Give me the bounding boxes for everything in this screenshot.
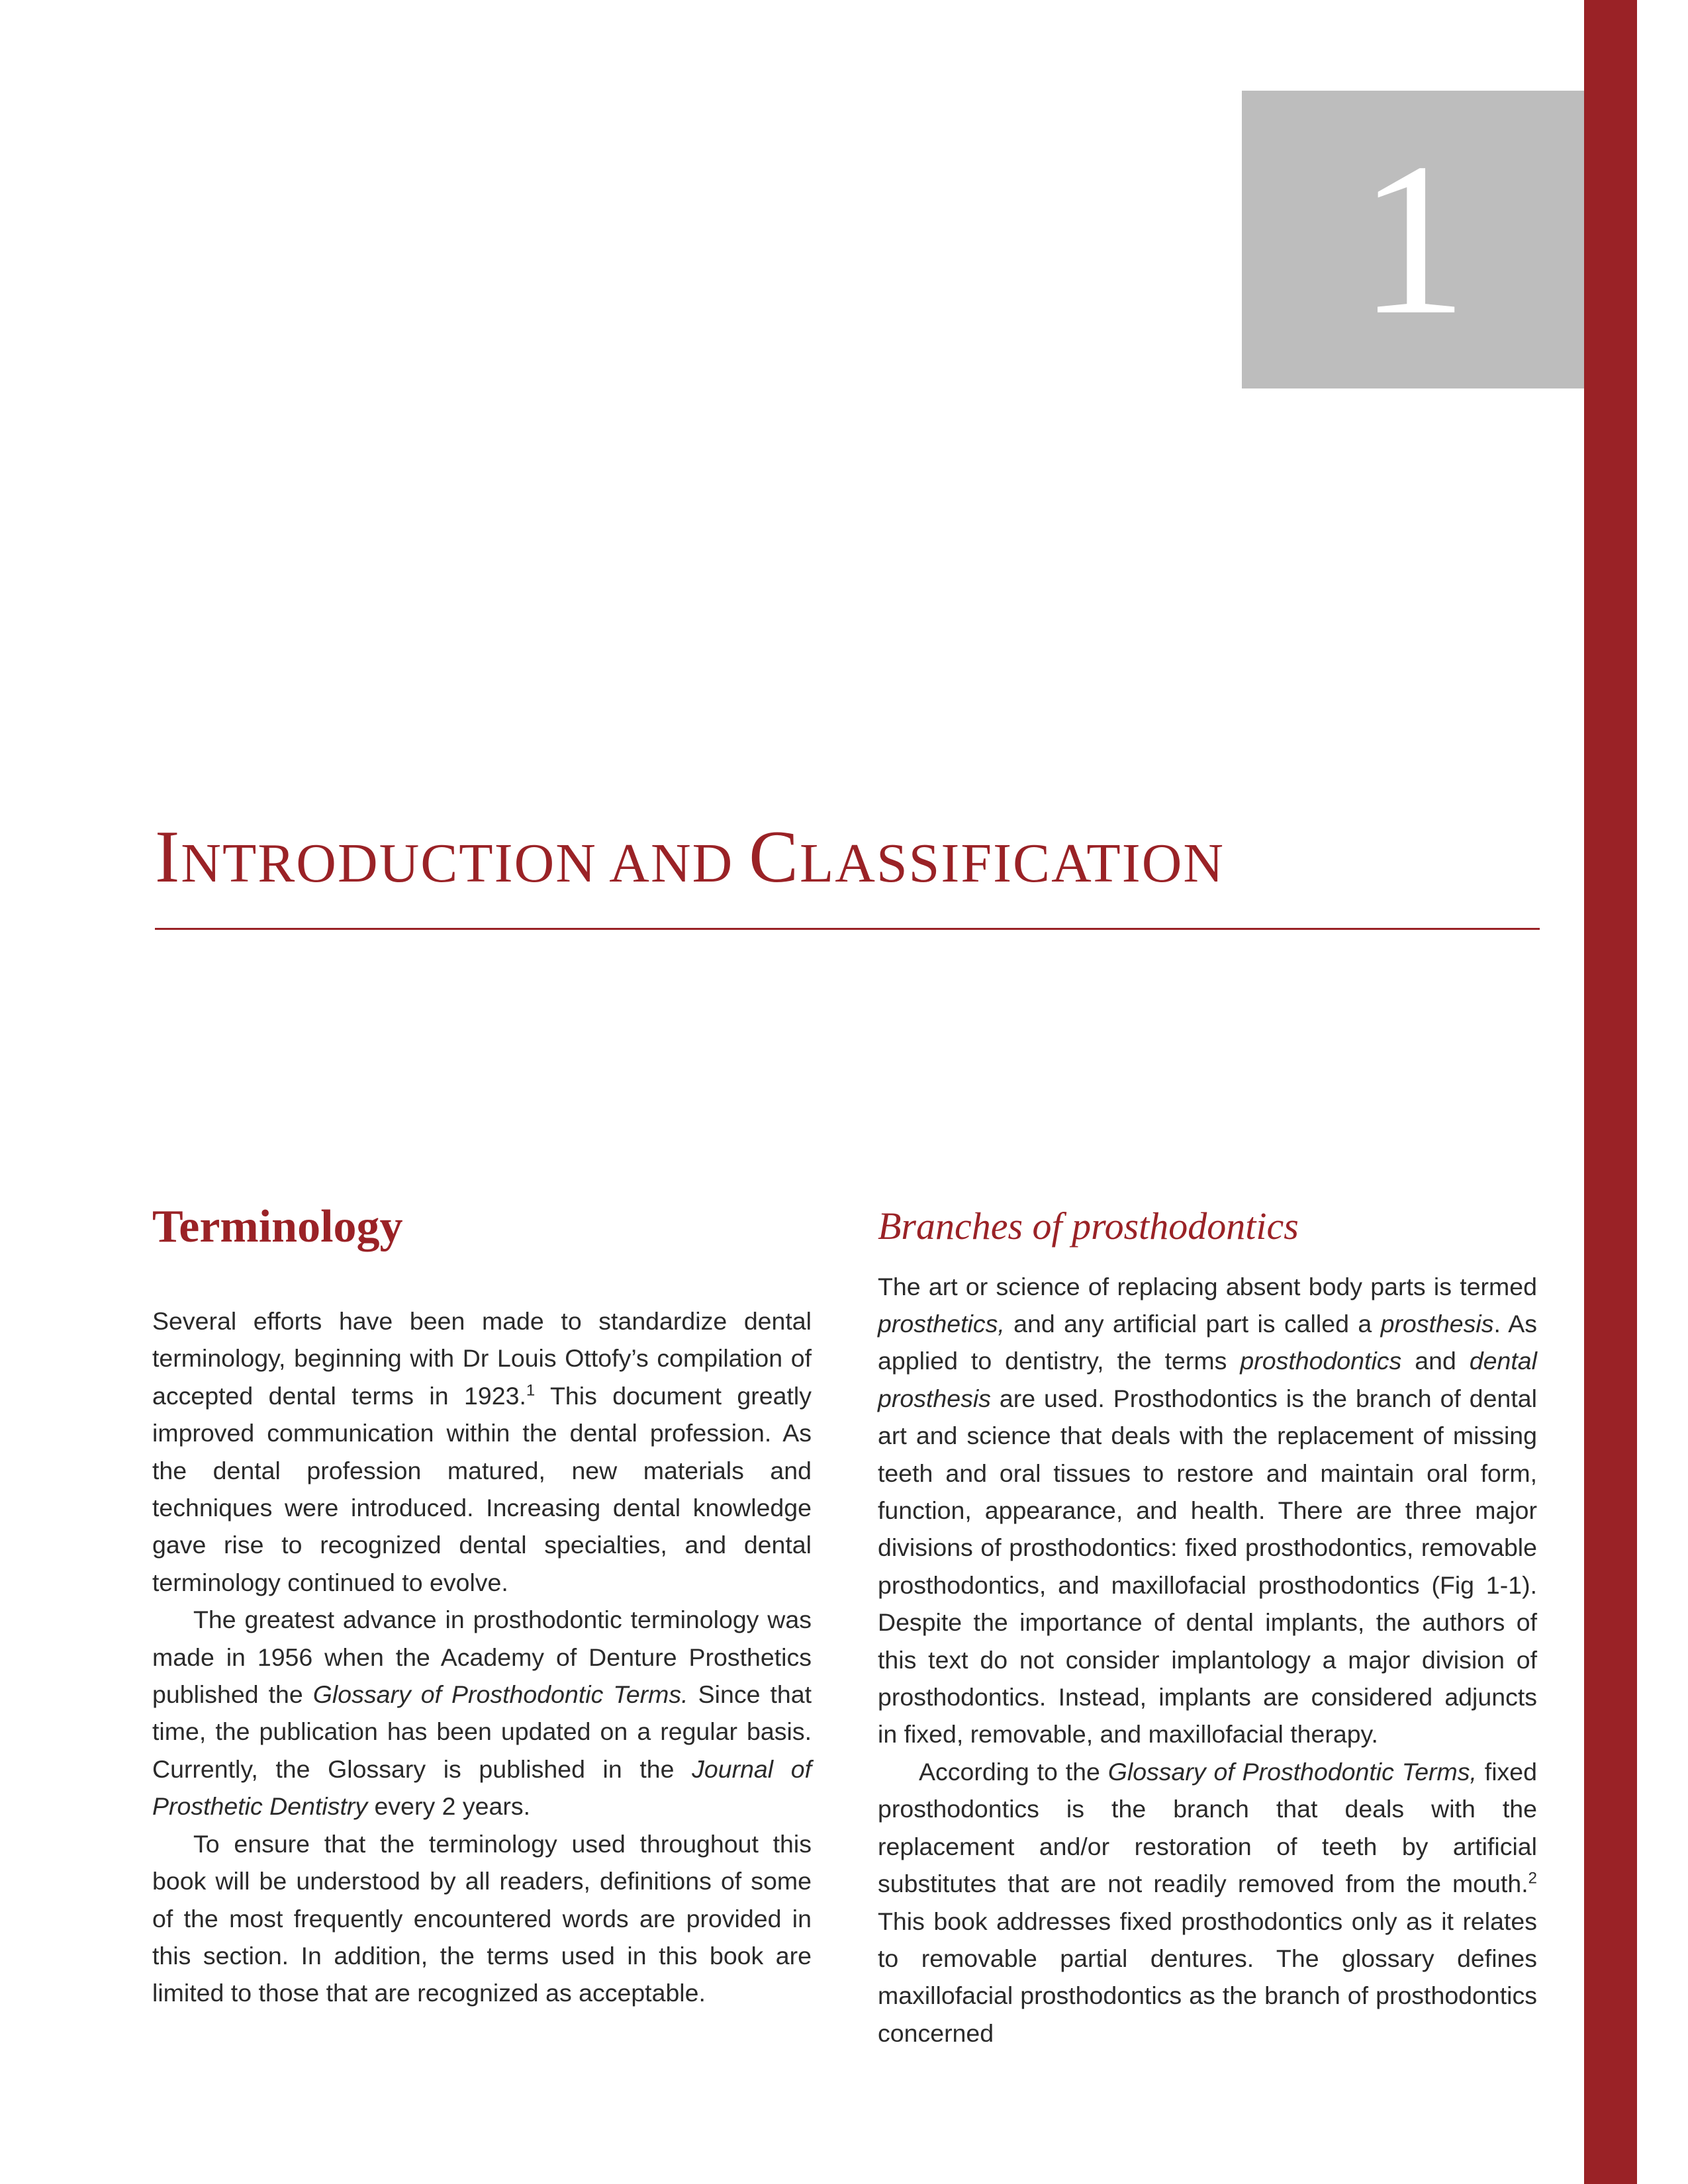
chapter-title-initial: C [749,816,800,898]
text-run: The art or science of replacing absent body parts is termed [878,1272,1537,1300]
text-run: The greatest advance in prosthodontic terminology was made in 1956 when the Academy of Denture Prosthetics published the [152,1606,812,1709]
text-run: Several efforts have been made to standardize dental terminology, beginning with Dr Louis Ottofy’s compilation of accepted dental terms in 1923. [152,1307,812,1410]
paragraph [152,1601,812,1825]
text-run: fixed prosthodontics is the branch that deals with the replacement and/or restoration of teeth by artificial substitutes that are not readily removed from the mouth. [878,1757,1538,1898]
chapter-title-initial: I [155,816,181,898]
citation-superscript: 2 [1528,1869,1537,1888]
text-run: and [1401,1347,1470,1375]
text-run: every 2 years. [367,1792,531,1821]
section-heading-terminology: Terminology [152,1201,403,1252]
text-run: According to the [919,1757,1108,1786]
text-run: Since that time, the publication has been updated on a regular basis. Currently, the Glossary is published in the [152,1680,812,1783]
chapter-title [155,813,1225,901]
citation-superscript: 1 [526,1381,536,1400]
italic-text: prosthesis [1380,1310,1494,1338]
paragraph [878,1753,1537,2052]
paragraph [152,1302,812,1601]
left-column [152,1199,812,2012]
chapter-title-word: NTRODUCTION AND [181,833,749,894]
italic-text: prosthodontics [1240,1347,1402,1375]
italic-text: prosthetics, [878,1310,1005,1338]
chapter-number-box [1242,91,1584,388]
text-run: are used. Prosthodontics is the branch of dental art and science that deals with the replacement of missing teeth and oral tissues to restore and maintain oral form, function, appearance, and health. There are three major divisions of prosthodontics: fixed prosthodontics, removable prosthodontics, and maxillofacial prosthodontics (Fig 1-1). Despite the importance of dental implants, the authors of this text do not consider implantology a major division of prosthodontics. Instead, implants are considered adjuncts in fixed, removable, and maxillofacial therapy. [878,1384,1537,1749]
paragraph [878,1268,1537,1753]
right-column [878,1199,1537,2052]
right-column-body [878,1268,1537,2052]
paragraph [152,1825,812,2012]
subsection-heading-branches: Branches of prosthodontics [878,1205,1299,1248]
title-divider [155,928,1540,930]
text-run: . As applied to dentistry, the terms [878,1310,1538,1375]
left-column-body [152,1302,812,2012]
text-run: This document greatly improved communication within the dental profession. As the dental profession matured, new materials and techniques were introduced. Increasing dental knowledge gave rise to recognized dental specialties, and dental terminology continued to evolve. [152,1381,812,1596]
text-run: and any artificial part is called a [1004,1310,1381,1338]
chapter-side-bar [1584,0,1637,2184]
chapter-title-word: LASSIFICATION [799,833,1225,894]
italic-text: Glossary of Prosthodontic Terms. [312,1680,688,1709]
chapter-number: 1 [1358,118,1468,360]
italic-text: dental prosthesis [878,1347,1537,1412]
italic-text: Glossary of Prosthodontic Terms, [1107,1757,1477,1786]
text-run: To ensure that the terminology used throughout this book will be understood by all readers, definitions of some of the most frequently encountered words are provided in this section. In addition, the terms used in this book are limited to those that are recognized as acceptable. [152,1829,812,2007]
text-run: This book addresses fixed prosthodontics only as it relates to removable partial dentures. The glossary defines maxillofacial prosthodontics as the branch of prosthodontics concerned [878,1907,1537,2047]
italic-text: Journal of Prosthetic Dentistry [152,1754,812,1821]
